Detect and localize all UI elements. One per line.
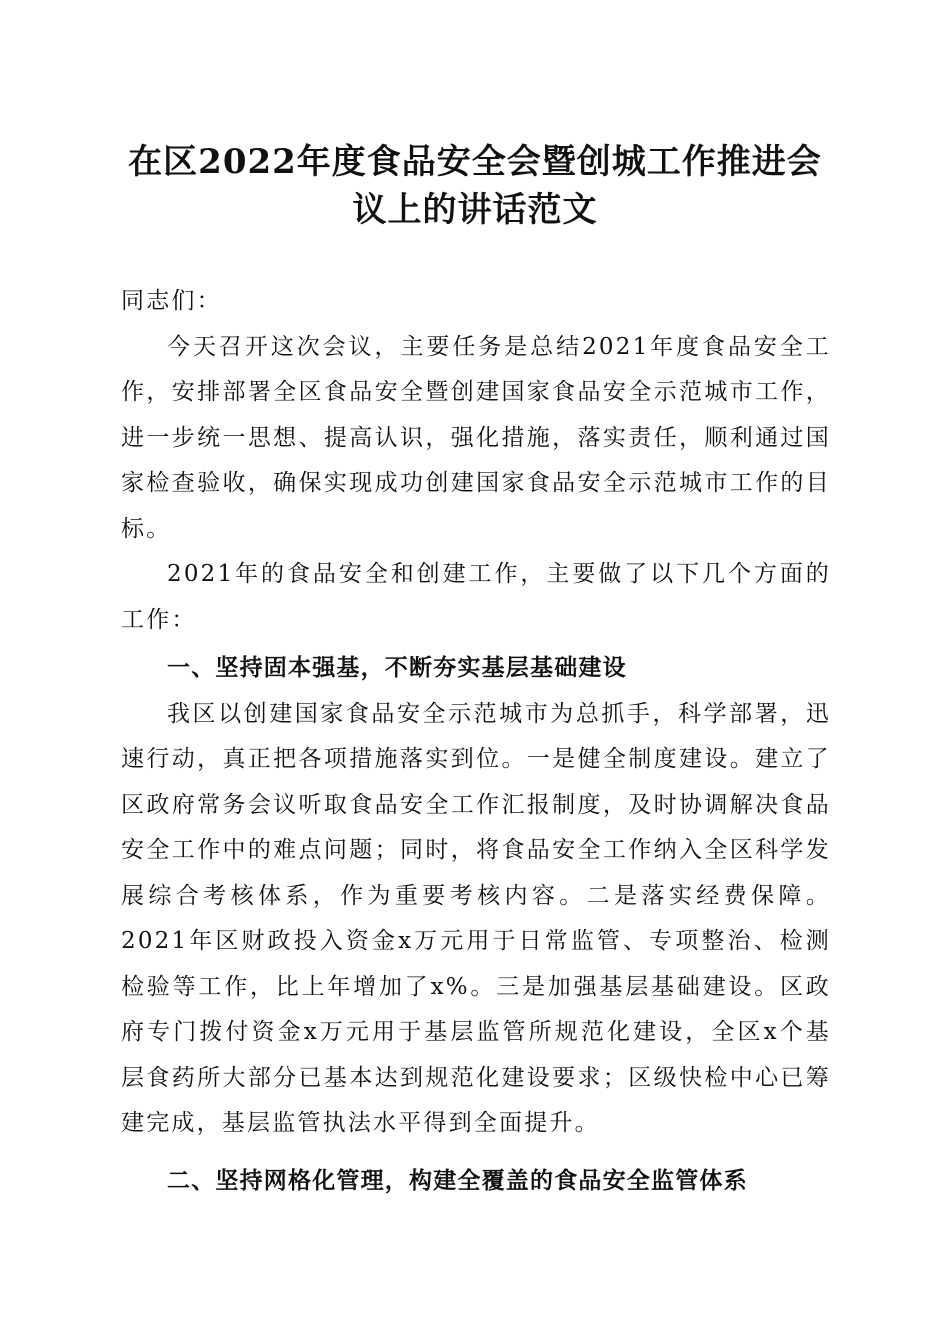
section-1-heading: 一、坚持固本强基，不断夯实基层基础建设 [167, 655, 627, 681]
document-body [121, 279, 831, 1204]
section-1-body: 我区以创建国家食品安全示范城市为总抓手，科学部署，迅速行动，真正把各项措施落实到位。一是健全制度建设。建立了区政府常务会议听取食品安全工作汇报制度，及时协调解决食品安全工作中的难点问题；同时，将食品安全工作纳入全区科学发展综合考核体系，作为重要考核内容。二是落实经费保障。2021年区财政投入资金x万元用于日常监管、专项整治、检测检验等工作，比上年增加了x%。三是加强基层基础建设。区政府专门拨付资金x万元用于基层监管所规范化建设，全区x个基层食药所大部分已基本达到规范化建设要求；区级快检中心已筹建完成，基层监管执法水平得到全面提升。 [121, 700, 831, 1136]
salutation: 同志们： [121, 288, 222, 314]
title-line-2: 议上的讲话范文 [352, 190, 598, 230]
document-title [110, 138, 840, 234]
intro-paragraph: 今天召开这次会议，主要任务是总结2021年度食品安全工作，安排部署全区食品安全暨创建国家食品安全示范城市工作，进一步统一思想、提高认识，强化措施，落实责任，顺利通过国家检查验收，确保实现成功创建国家食品安全示范城市工作的目标。 [121, 333, 831, 542]
section-2-heading: 二、坚持网格化管理，构建全覆盖的食品安全监管体系 [167, 1167, 748, 1194]
summary-paragraph: 2021年的食品安全和创建工作，主要做了以下几个方面的工作： [121, 561, 831, 633]
title-line-1: 在区2022年度食品安全会暨创城工作推进会 [128, 142, 822, 182]
